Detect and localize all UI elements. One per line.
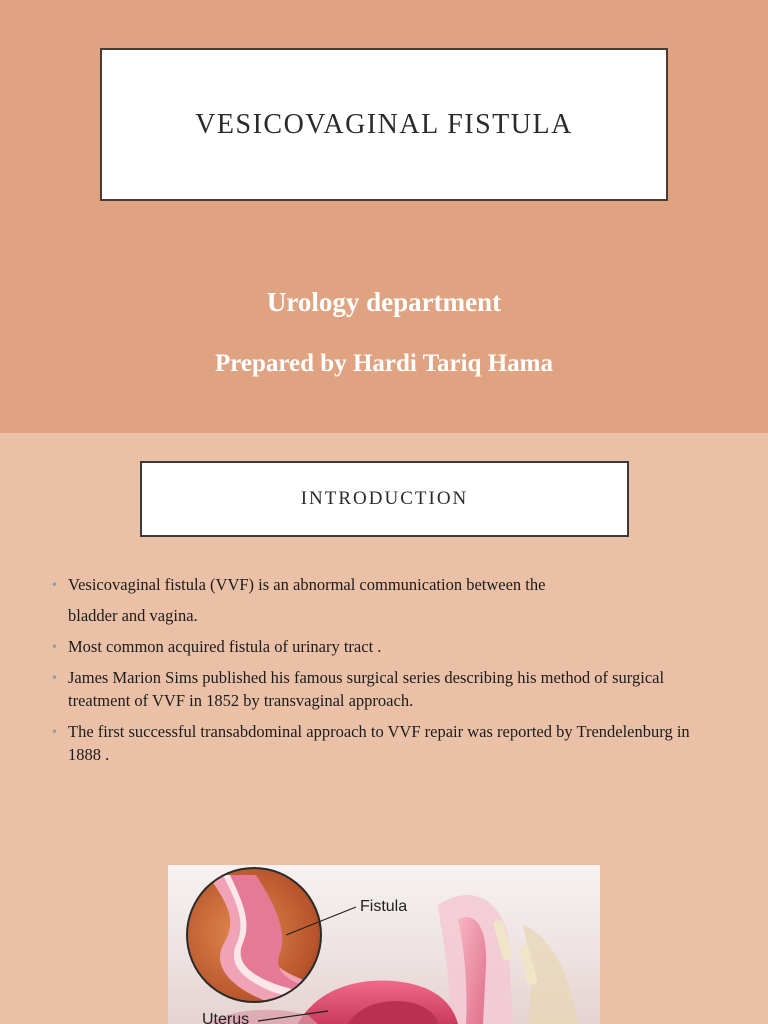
bullet-text-continued: bladder and vagina. [68, 606, 198, 625]
label-fistula: Fistula [360, 898, 408, 915]
bullet-text: James Marion Sims published his famous surgical series describing his method of surgical treatment of VVF in 1852 by transvaginal approach. [68, 668, 665, 710]
list-item [52, 635, 712, 658]
list-item [52, 666, 712, 712]
list-item [52, 720, 712, 766]
list-item [52, 573, 712, 627]
introduction-slide [0, 433, 768, 1024]
author-subtitle: Prepared by Hardi Tariq Hama [214, 350, 553, 377]
label-uterus: Uterus [202, 1011, 250, 1024]
intro-heading-box [140, 461, 629, 537]
bullet-list [52, 573, 712, 774]
bullet-dot-icon: • [52, 640, 57, 655]
department-subtitle: Urology department [266, 287, 502, 317]
title-slide [0, 0, 768, 433]
slide-title: VESICOVAGINAL FISTULA [195, 108, 573, 140]
anatomy-drawing [168, 865, 600, 1024]
bullet-dot-icon: • [52, 725, 57, 740]
intro-heading: INTRODUCTION [300, 488, 469, 509]
bullet-dot-icon: • [52, 671, 57, 686]
bullet-dot-icon: • [52, 578, 57, 593]
title-box [100, 48, 668, 201]
bullet-text: The first successful transabdominal approach to VVF repair was reported by Trendelenburg in 1888 . [68, 722, 690, 764]
anatomy-illustration [168, 865, 600, 1024]
bullet-text: Vesicovaginal fistula (VVF) is an abnormal communication between the [68, 575, 546, 594]
bullet-text: Most common acquired fistula of urinary tract . [68, 637, 382, 656]
